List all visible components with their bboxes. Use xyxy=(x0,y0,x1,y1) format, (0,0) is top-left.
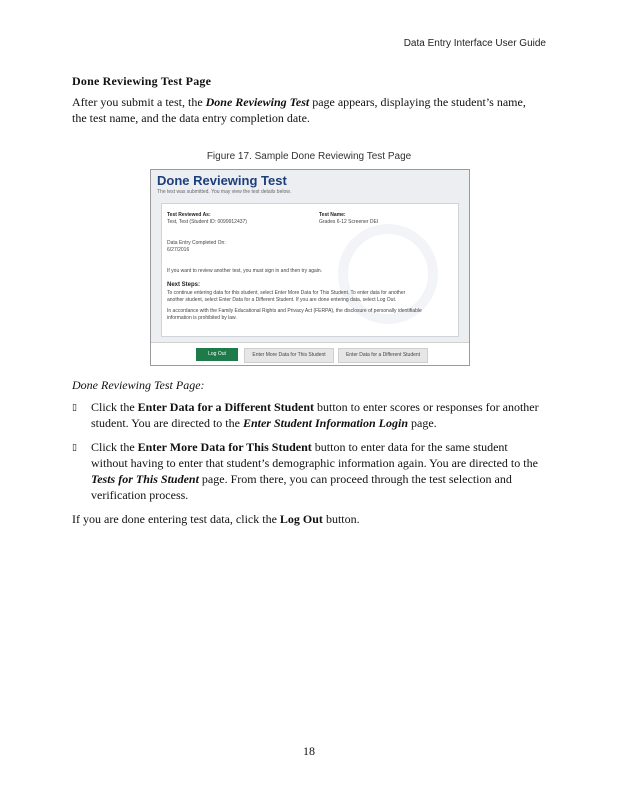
completed-label: Data Entry Completed On: xyxy=(167,240,226,246)
closing-button-name: Log Out xyxy=(279,512,323,526)
enter-different-student-button[interactable]: Enter Data for a Different Student xyxy=(338,348,428,363)
intro-page-name: Done Reviewing Test xyxy=(205,95,310,109)
intro-paragraph xyxy=(72,94,542,126)
ferpa-line-2: information is prohibited by law. xyxy=(167,315,237,321)
closing-text-a: If you are done entering test data, click the xyxy=(72,512,280,526)
page-number: 18 xyxy=(303,744,315,758)
closing-text-c: button. xyxy=(322,512,360,526)
figure-caption: Figure 17. Sample Done Reviewing Test Page xyxy=(206,151,412,162)
bullet-2-text-c: button to enter data for the same student without having to enter that student’s demographic information again. You are directed to the xyxy=(91,440,538,470)
bullet-2-text-e: page. From there, you can proceed through the test selection and verification process. xyxy=(91,472,512,502)
section-title: Done Reviewing Test Page xyxy=(72,74,212,88)
reviewed-as-label: Test Reviewed As: xyxy=(167,212,211,218)
next-steps-heading: Next Steps: xyxy=(167,282,201,288)
test-name-value: Grades 6-12 Screener DEI xyxy=(319,219,379,225)
review-note: If you want to review another test, you must sign in and then try again. xyxy=(167,268,323,274)
intro-text-end: page appears, displaying the student’s name, the test name, and the data entry completion date. xyxy=(72,95,526,125)
intro-text-start: After you submit a test, the xyxy=(72,95,206,109)
screen-title: Done Reviewing Test xyxy=(157,173,287,188)
summary-panel xyxy=(161,203,459,337)
button-bar xyxy=(151,342,469,366)
screen-subtitle: The test was submitted. You may view the test details below. xyxy=(157,189,291,195)
bullet-2-button-name: Enter More Data for This Student xyxy=(137,440,312,454)
completed-value: 6/27/2016 xyxy=(167,247,190,253)
figure-note-label: Done Reviewing Test Page: xyxy=(72,378,205,392)
next-steps-line-1: To continue entering data for this student, select Enter More Data for This Student. To enter data for another xyxy=(167,290,406,296)
reviewed-as-value: Test, Test (Student ID: 0099912437) xyxy=(167,219,247,225)
bullet-item-different-student xyxy=(72,399,552,433)
ferpa-line-1: In accordance with the Family Educational Rights and Privacy Act (FERPA), the disclosure of personally identifiable xyxy=(167,308,422,314)
bullet-1-button-name: Enter Data for a Different Student xyxy=(137,400,314,414)
bullet-1-text-e: page. xyxy=(408,416,437,430)
figure-screenshot xyxy=(150,169,470,366)
test-name-label: Test Name: xyxy=(319,212,346,218)
bullet-1-text-a: Click the xyxy=(91,400,138,414)
bullet-symbol: ▯ xyxy=(72,442,77,452)
bullet-1-page-name: Enter Student Information Login xyxy=(242,416,409,430)
bullet-2-page-name: Tests for This Student xyxy=(91,472,199,486)
enter-more-data-button[interactable]: Enter More Data for This Student xyxy=(244,348,334,363)
bullet-2-text-a: Click the xyxy=(91,440,138,454)
bullet-symbol: ▯ xyxy=(72,402,77,412)
closing-paragraph xyxy=(72,511,542,527)
next-steps-line-2: another student, select Enter Data for a Different Student. If you are done entering data, select Log Out. xyxy=(167,297,397,303)
bullet-1-text-c: button to enter scores or responses for another student. You are directed to the xyxy=(91,400,539,430)
screen-background xyxy=(151,170,469,342)
bullet-text xyxy=(91,439,541,503)
log-out-button[interactable]: Log Out xyxy=(196,348,238,361)
running-header: Data Entry Interface User Guide xyxy=(403,38,546,49)
bullet-item-more-data xyxy=(72,439,552,505)
bullet-text xyxy=(91,399,541,431)
